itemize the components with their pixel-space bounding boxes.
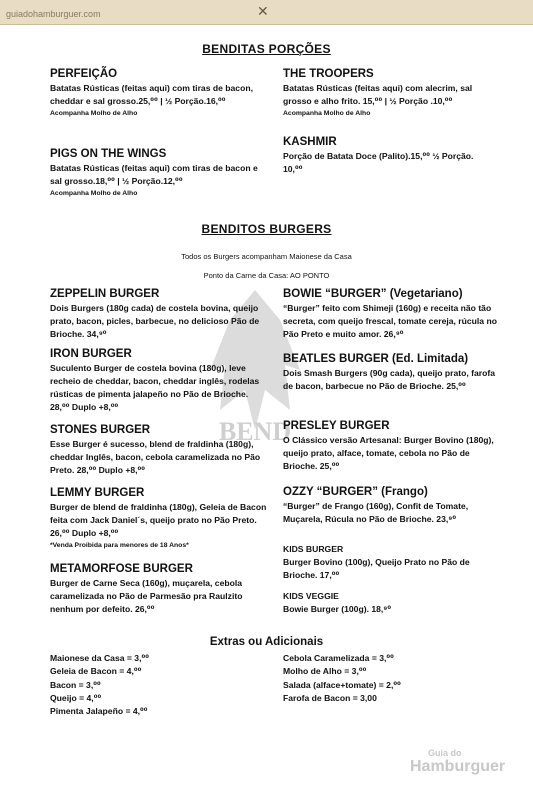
item-name: OZZY “BURGER” (Frango) [283, 486, 428, 498]
item-note: Acompanha Molho de Alho [50, 109, 138, 117]
menu-item-ozzy [283, 486, 498, 526]
item-description: Esse Burger é sucesso, blend de fraldinha (180g), cheddar Inglês, bacon, cebola caramelizada no Pão Preto. 28,⁰⁰ Duplo +8,⁰⁰ [50, 439, 261, 475]
item-description: Batatas Rústicas (feitas aqui) com tiras de bacon, cheddar e sal grosso.25,⁰⁰ | ½ Porção.16,⁰⁰ [50, 83, 253, 106]
item-note: *Venda Proibida para menores de 18 Anos* [50, 541, 189, 549]
item-name: BEATLES BURGER (Ed. Limitada) [283, 353, 469, 365]
item-description: Dois Smash Burgers (90g cada), queijo prato, farofa de bacon, barbecue no Pão de Brioche. 25,⁰⁰ [283, 368, 496, 391]
item-name: METAMORFOSE BURGER [50, 563, 193, 575]
menu-item-metamorfose [50, 563, 268, 616]
item-name: PRESLEY BURGER [283, 420, 390, 432]
menu-item-kashmir [283, 136, 493, 176]
extras-left-list [50, 652, 265, 719]
menu-item-presley [283, 420, 498, 473]
burgers-note-doneness: Ponto da Carne da Casa: AO PONTO [203, 271, 330, 280]
item-note: Acompanha Molho de Alho [50, 189, 138, 197]
item-description: Burger Bovino (100g), Queijo Prato no Pão de Brioche. 17,⁰⁰ [283, 557, 470, 580]
menu-item-kids-burger [283, 544, 498, 582]
item-description: Dois Burgers (180g cada) de costela bovina, queijo prato, bacon, picles, barbecue, no delicioso Pão de Brioche. 34,⁹⁰ [50, 303, 260, 339]
guide-logo-line1: Guia do [428, 748, 462, 758]
extra-item: Cebola Caramelizada = 3,⁰⁰ [283, 653, 394, 663]
menu-item-zeppelin [50, 288, 268, 341]
guia-do-hamburguer-logo [410, 748, 520, 788]
guide-logo-line2: Hamburguer [410, 758, 506, 775]
item-description: “Burger” de Frango (160g), Confit de Tomate, Muçarela, Rúcula no Pão de Brioche. 23,⁹⁰ [283, 501, 469, 524]
extras-title: Extras ou Adicionais [209, 636, 324, 648]
item-name: KASHMIR [283, 136, 337, 148]
menu-item-beatles [283, 353, 498, 393]
menu-item-iron [50, 348, 268, 414]
extra-item: Pimenta Jalapeño = 4,⁰⁰ [50, 706, 148, 717]
extra-item: Queijo = 4,⁰⁰ [50, 692, 102, 703]
porcoes-title: BENDITAS PORÇÕES [202, 42, 331, 56]
extra-item: Farofa de Bacon = 3,00 [283, 692, 377, 703]
item-name: KIDS BURGER [283, 544, 344, 554]
menu-item-bowie [283, 288, 498, 341]
menu-item-perfeicao [50, 68, 265, 117]
item-note: Acompanha Molho de Alho [283, 109, 371, 117]
extras-right-list [283, 652, 498, 705]
item-description: Burger de blend de fraldinha (180g), Geleia de Bacon feita com Jack Daniel´s, queijo prato no Pão Preto. 26,⁰⁰ Duplo +8,⁰⁰ [50, 502, 267, 538]
item-description: “Burger” feito com Shimeji (160g) e receita não tão secreta, com queijo frescal, tomate cereja, rúcula no Pão Preto e muito amor. 26,⁹⁰ [283, 303, 497, 339]
item-description: O Clássico versão Artesanal: Burger Bovino (180g), queijo prato, alface, tomate, cebola no Pão de Brioche. 25,⁰⁰ [283, 435, 494, 471]
extra-item: Bacon = 3,⁰⁰ [50, 679, 101, 690]
item-name: LEMMY BURGER [50, 487, 145, 499]
item-name: PERFEIÇÃO [50, 68, 118, 80]
menu-item-pigs-on-the-wings [50, 148, 265, 197]
extra-item: Salada (alface+tomate) = 2,⁰⁰ [283, 679, 401, 690]
item-description: Batatas Rústicas (feitas aqui) com alecrim, sal grosso e alho frito. 15,⁰⁰ | ½ Porção .10,⁰⁰ [283, 83, 473, 106]
item-description: Batatas Rústicas (feitas aqui) com tiras de bacon e sal grosso.18,⁰⁰ | ½ Porção.12,⁰⁰ [50, 163, 258, 186]
item-description: Suculento Burger de costela bovina (180g), leve recheio de cheddar, bacon, cheddar inglês, rodelas rústicas de pimenta jalapeño no Pão de Brioche. 28,⁰⁰ Duplo +8,⁰⁰ [50, 363, 260, 412]
menu-item-the-troopers [283, 68, 493, 117]
item-name: IRON BURGER [50, 348, 132, 360]
item-description: Bowie Burger (100g). 18,⁹⁰ [283, 604, 392, 614]
item-name: KIDS VEGGIE [283, 591, 339, 601]
svg-text:BEND: BEND [218, 417, 292, 446]
item-description: Porção de Batata Doce (Palito).15,⁰⁰ ½ Porção. 10,⁰⁰ [283, 151, 474, 174]
site-watermark: guiadohamburguer.com [6, 9, 101, 19]
burgers-note-mayo: Todos os Burgers acompanham Maionese da Casa [181, 252, 352, 261]
menu-item-kids-veggie [283, 591, 498, 616]
burgers-title: BENDITOS BURGERS [201, 222, 332, 236]
item-name: STONES BURGER [50, 424, 151, 436]
menu-item-lemmy [50, 487, 268, 549]
item-name: BOWIE “BURGER” (Vegetariano) [283, 288, 463, 300]
item-name: ZEPPELIN BURGER [50, 288, 160, 300]
extra-item: Geleia de Bacon = 4,⁰⁰ [50, 666, 142, 677]
menu-item-stones [50, 424, 268, 477]
extra-item: Maionese da Casa = 3,⁰⁰ [50, 653, 150, 663]
crossed-utensils-icon: ✕ [257, 3, 269, 19]
item-description: Burger de Carne Seca (160g), muçarela, cebola caramelizada no Pão de Parmesão pra Raulzito nenhum por defeito. 26,⁰⁰ [50, 578, 243, 614]
item-name: THE TROOPERS [283, 68, 374, 80]
top-banner [0, 0, 533, 25]
extra-item: Molho de Alho = 3,⁰⁰ [283, 666, 367, 677]
item-name: PIGS ON THE WINGS [50, 148, 167, 160]
